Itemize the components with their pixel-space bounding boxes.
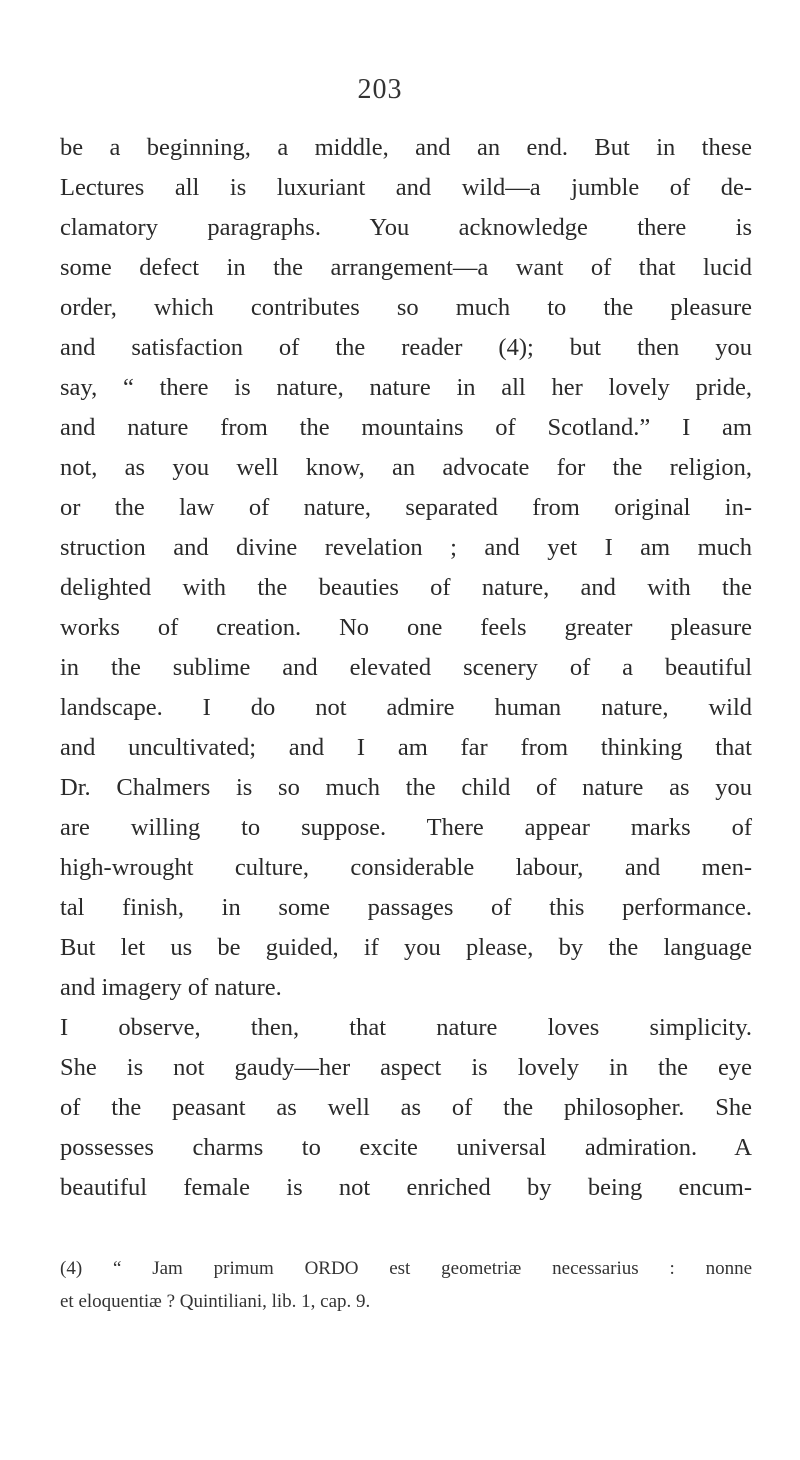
- text-line: of the peasant as well as of the philosopher. She: [60, 1094, 752, 1121]
- text-line: works of creation. No one feels greater pleasure: [60, 614, 752, 641]
- footnote-line: et eloquentiæ ? Quintiliani, lib. 1, cap. 9.: [60, 1291, 371, 1312]
- text-line: tal finish, in some passages of this performance.: [60, 894, 752, 921]
- text-line: or the law of nature, separated from original in-: [60, 494, 752, 521]
- text-line: not, as you well know, an advocate for the religion,: [60, 454, 752, 481]
- footnote-line: (4) “ Jam primum ORDO est geometriæ necessarius : nonne: [60, 1258, 752, 1279]
- text-line: landscape. I do not admire human nature, wild: [60, 694, 752, 721]
- text-line: clamatory paragraphs. You acknowledge there is: [60, 214, 752, 241]
- text-line: She is not gaudy—her aspect is lovely in the eye: [60, 1054, 752, 1081]
- page-number: 203: [357, 74, 403, 105]
- text-line: Dr. Chalmers is so much the child of nature as you: [60, 774, 752, 801]
- text-line: and satisfaction of the reader (4); but then you: [60, 334, 752, 361]
- text-line: Lectures all is luxuriant and wild—a jumble of de-: [60, 174, 752, 201]
- text-line: say, “ there is nature, nature in all her lovely pride,: [60, 374, 752, 401]
- text-line: in the sublime and elevated scenery of a beautiful: [60, 654, 752, 681]
- text-line: are willing to suppose. There appear marks of: [60, 814, 752, 841]
- text-line: some defect in the arrangement—a want of that lucid: [60, 254, 752, 281]
- text-line: and uncultivated; and I am far from thinking that: [60, 734, 752, 761]
- text-line: But let us be guided, if you please, by the language: [60, 934, 752, 961]
- text-line: be a beginning, a middle, and an end. But in these: [60, 134, 752, 161]
- text-line: order, which contributes so much to the pleasure: [60, 294, 752, 321]
- text-line: possesses charms to excite universal admiration. A: [60, 1134, 752, 1161]
- text-line: and imagery of nature.: [60, 974, 282, 1001]
- text-line: and nature from the mountains of Scotland.” I am: [60, 414, 752, 441]
- text-line: beautiful female is not enriched by being encum-: [60, 1174, 752, 1201]
- text-line: I observe, then, that nature loves simplicity.: [60, 1014, 752, 1041]
- text-line: delighted with the beauties of nature, and with the: [60, 574, 752, 601]
- text-line: struction and divine revelation ; and yet I am much: [60, 534, 752, 561]
- text-line: high-wrought culture, considerable labour, and men-: [60, 854, 752, 881]
